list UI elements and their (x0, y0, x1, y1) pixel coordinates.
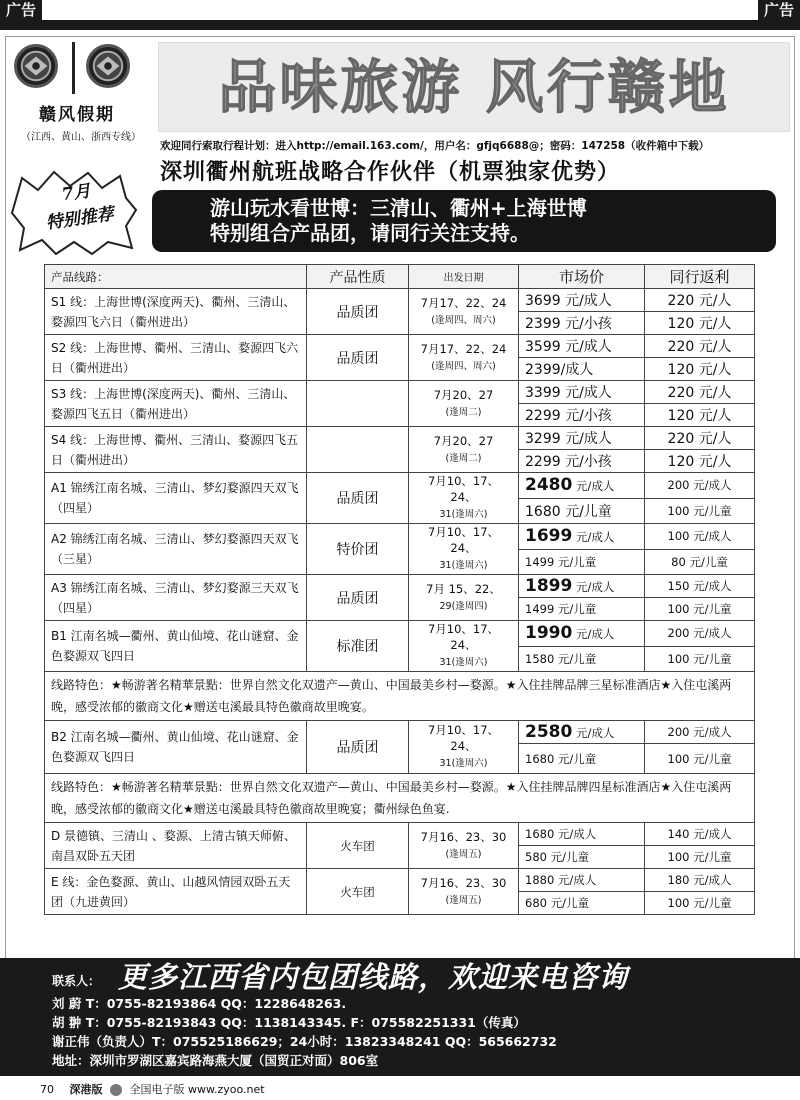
price-adult: 3299 元/成人 (519, 427, 645, 450)
type-cell: 品质团 (307, 473, 409, 524)
date-text: 7月20、27 (433, 387, 494, 402)
date-day: 29 (439, 600, 452, 612)
contact-label: 联系人： (52, 974, 101, 988)
price-adult-num: 1699 (525, 526, 573, 547)
table-row (45, 381, 755, 404)
brand-name: 赣风假期 (39, 105, 115, 125)
table-row (45, 721, 755, 744)
type-cell: 品质团 (307, 575, 409, 621)
date-text: 7月10、17、24、 (427, 723, 500, 753)
top-bar (0, 20, 800, 30)
type-cell: 品质团 (307, 721, 409, 774)
table-row (45, 473, 755, 499)
page-number: 70 (40, 1083, 54, 1096)
price-child: 1680 元/儿童 (519, 498, 645, 524)
date-cell (409, 823, 519, 869)
route-cell: S2 线：上海世博、衢州、三清山、婺源四飞六日（衢州进出） (45, 335, 307, 381)
rebate-child: 100 元/儿童 (645, 646, 755, 672)
price-adult-num: 1990 (525, 623, 573, 644)
date-cell (409, 335, 519, 381)
rebate-child: 100 元/儿童 (645, 892, 755, 915)
price-adult (519, 473, 645, 499)
ad-label-left: 广告 (0, 0, 42, 20)
date-text: 7月17、22、24 (420, 341, 507, 356)
price-adult (519, 721, 645, 744)
badge-line1: 7月 (60, 181, 92, 206)
july-recommend-badge (8, 170, 138, 256)
date-note: (逢周四) (451, 600, 488, 612)
date-cell (409, 524, 519, 575)
date-text: 7月16、23、30 (420, 829, 507, 844)
date-text: 7月10、17、24、 (427, 622, 500, 652)
rebate-child: 100 元/儿童 (645, 846, 755, 869)
date-day: 31 (439, 560, 452, 571)
tour-table (44, 264, 755, 915)
price-adult-num: 2580 (525, 722, 573, 742)
date-cell (409, 721, 519, 774)
type-cell: 特价团 (307, 524, 409, 575)
header-type: 产品性质 (307, 265, 409, 289)
rebate-child: 120 元/人 (645, 450, 755, 473)
rebate-adult: 100 元/成人 (645, 524, 755, 550)
feature-b1: 线路特色：★畅游著名精華景點：世界自然文化双遗产—黄山、中国最美乡村—婺源。★入住挂牌品牌三星标准酒店★入住屯溪两晚，感受浓郁的徽商文化★赠送屯溪最具特色徽商故里晚宴。 (45, 672, 755, 721)
price-adult-num: 1899 (525, 576, 573, 596)
site-link[interactable]: 全国电子版 www.zyoo.net (129, 1083, 265, 1096)
price-adult-unit: 元/成人 (572, 580, 615, 594)
headline-line1: 游山玩水看世博：三清山、衢州+上海世博 (210, 196, 587, 220)
rebate-adult: 200 元/成人 (645, 621, 755, 647)
type-cell: 火车团 (307, 869, 409, 915)
route-cell: S3 线：上海世博(深度两天)、衢州、三清山、婺源四飞五日（衢州进出） (45, 381, 307, 427)
date-day: 31 (439, 758, 452, 769)
rebate-adult: 140 元/成人 (645, 823, 755, 846)
date-note: (逢周六) (451, 560, 488, 571)
price-adult (519, 621, 645, 647)
table-row (45, 335, 755, 358)
logo-left-icon (14, 44, 58, 88)
date-text: 7月10、17、24、 (427, 525, 500, 555)
date-cell (409, 473, 519, 524)
feature-b2: 线路特色：★畅游著名精華景點：世界自然文化双遗产—黄山、中国最美乡村—婺源。★入住挂牌品牌四星标准酒店★入住屯溪两晚，感受浓郁的徽商文化★赠送屯溪最具特色徽商故里晚宴；衢州绿色鱼宴. (45, 774, 755, 823)
price-adult-unit: 元/成人 (572, 530, 615, 545)
rebate-adult: 200 元/成人 (645, 473, 755, 499)
feature-row (45, 672, 755, 721)
route-cell: D 景德镇、三清山 、婺源、上清古镇天师俯、南昌双卧五天团 (45, 823, 307, 869)
price-child: 1499 元/儿童 (519, 549, 645, 575)
price-child: 2399/成人 (519, 358, 645, 381)
email-notice: 欢迎同行索取行程计划：进入http://email.163.com/，用户名：gfjq6688@；密码：147258（收件箱中下载） (160, 140, 710, 152)
date-cell (409, 575, 519, 621)
route-cell: A1 锦绣江南名城、三清山、梦幻婺源四天双飞（四星） (45, 473, 307, 524)
rebate-adult: 220 元/人 (645, 335, 755, 358)
rebate-adult: 150 元/成人 (645, 575, 755, 598)
route-cell: E 线：金色婺源、黄山、山越风情园双卧五天团（九进黄回） (45, 869, 307, 915)
logo-divider (72, 42, 75, 94)
header-rebate: 同行返利 (645, 265, 755, 289)
headline-line2: 特别组合产品团，请同行关注支持。 (210, 221, 530, 245)
type-cell: 火车团 (307, 823, 409, 869)
date-cell (409, 289, 519, 335)
price-child: 2399 元/小孩 (519, 312, 645, 335)
date-cell (409, 381, 519, 427)
date-note: (逢周六) (451, 758, 488, 769)
banner-title: 品味旅游 风行赣地 (158, 42, 790, 132)
logo-right-icon (86, 44, 130, 88)
price-adult: 1680 元/成人 (519, 823, 645, 846)
rebate-adult: 220 元/人 (645, 289, 755, 312)
price-child: 580 元/儿童 (519, 846, 645, 869)
header-date: 出发日期 (409, 265, 519, 289)
type-cell: 标准团 (307, 621, 409, 672)
page-footer (0, 1080, 800, 1100)
route-cell: A2 锦绣江南名城、三清山、梦幻婺源四天双飞（三星） (45, 524, 307, 575)
table-row (45, 524, 755, 550)
partner-heading: 深圳衢州航班战略合作伙伴（机票独家优势） (160, 160, 621, 185)
site-logo-icon (110, 1084, 122, 1096)
ad-label-right: 广告 (758, 0, 800, 20)
rebate-adult: 180 元/成人 (645, 869, 755, 892)
contact-line-1: 刘 蔚 T：0755-82193864 QQ：1228648263. (52, 996, 347, 1011)
rebate-child: 100 元/儿童 (645, 498, 755, 524)
date-cell (409, 869, 519, 915)
type-cell (307, 381, 409, 427)
feature-row (45, 774, 755, 823)
date-note: (逢周四、周六) (431, 360, 496, 372)
table-row (45, 621, 755, 647)
price-adult (519, 524, 645, 550)
price-adult: 3699 元/成人 (519, 289, 645, 312)
type-cell: 品质团 (307, 289, 409, 335)
rebate-child: 120 元/人 (645, 312, 755, 335)
table-row (45, 869, 755, 892)
rebate-child: 120 元/人 (645, 358, 755, 381)
rebate-adult: 200 元/成人 (645, 721, 755, 744)
brand-subtitle: （江西、黄山、浙西专线） (21, 132, 141, 143)
edition-label: 深港版 (69, 1083, 103, 1096)
price-adult-unit: 元/成人 (572, 479, 615, 494)
date-note: (逢周五) (445, 848, 482, 860)
type-cell: 品质团 (307, 335, 409, 381)
date-note: (逢周二) (445, 452, 482, 464)
rebate-child: 100 元/儿童 (645, 744, 755, 774)
date-note: (逢周四、周六) (431, 314, 496, 326)
date-text: 7月20、27 (433, 433, 494, 448)
price-child: 1499 元/儿童 (519, 598, 645, 621)
type-cell (307, 427, 409, 473)
rebate-child: 80 元/儿童 (645, 549, 755, 575)
table-header (45, 265, 755, 289)
contact-line-4: 地址：深圳市罗湖区嘉宾路海燕大厦（国贸正对面）806室 (52, 1053, 379, 1068)
table-row (45, 289, 755, 312)
table-row (45, 427, 755, 450)
date-text: 7月10、17、24、 (427, 474, 500, 504)
date-cell (409, 621, 519, 672)
rebate-adult: 220 元/人 (645, 427, 755, 450)
date-note: (逢周二) (445, 406, 482, 418)
price-adult (519, 575, 645, 598)
date-note: (逢周六) (451, 509, 488, 520)
rebate-adult: 220 元/人 (645, 381, 755, 404)
date-note: (逢周五) (445, 894, 482, 906)
price-child: 2299 元/小孩 (519, 450, 645, 473)
date-text: 7月17、22、24 (420, 295, 507, 310)
route-cell: S1 线：上海世博(深度两天)、衢州、三清山、婺源四飞六日（衢州进出） (45, 289, 307, 335)
route-cell: B1 江南名城—衢州、黄山仙境、花山谜窟、金色婺源双飞四日 (45, 621, 307, 672)
header-market-price: 市场价 (519, 265, 645, 289)
date-day: 31 (439, 509, 452, 520)
table-row (45, 575, 755, 598)
date-day: 31 (439, 657, 452, 668)
route-cell: S4 线：上海世博、衢州、三清山、婺源四飞五日（衢州进出） (45, 427, 307, 473)
price-child: 2299 元/小孩 (519, 404, 645, 427)
price-adult-num: 2480 (525, 475, 573, 496)
route-cell: A3 锦绣江南名城、三清山、梦幻婺源三天双飞（四星） (45, 575, 307, 621)
rebate-child: 120 元/人 (645, 404, 755, 427)
price-child: 1580 元/儿童 (519, 646, 645, 672)
date-cell (409, 427, 519, 473)
table-row (45, 823, 755, 846)
price-child: 1680 元/儿童 (519, 744, 645, 774)
price-adult: 3399 元/成人 (519, 381, 645, 404)
price-child: 680 元/儿童 (519, 892, 645, 915)
headline-box (152, 190, 776, 252)
date-note: (逢周六) (451, 657, 488, 668)
date-text: 7月16、23、30 (420, 875, 507, 890)
contact-line-2: 胡 翀 T：0755-82193843 QQ：1138143345. F：075582251331（传真） (52, 1015, 526, 1030)
price-adult: 3599 元/成人 (519, 335, 645, 358)
route-cell: B2 江南名城—衢州、黄山仙境、花山谜窟、金色婺源双飞四日 (45, 721, 307, 774)
rebate-child: 100 元/儿童 (645, 598, 755, 621)
price-adult-unit: 元/成人 (572, 627, 615, 642)
price-adult: 1880 元/成人 (519, 869, 645, 892)
contact-line-3: 谢正伟（负责人）T：075525186629；24小时：13823348241 QQ：565662732 (52, 1034, 557, 1049)
footer-slogan: 更多江西省内包团线路，欢迎来电咨询 (118, 960, 629, 994)
date-text: 7月 15、22、 (426, 581, 501, 596)
badge-line2: 特别推荐 (44, 204, 115, 234)
header-route: 产品线路： (45, 265, 307, 289)
price-adult-unit: 元/成人 (572, 726, 615, 740)
